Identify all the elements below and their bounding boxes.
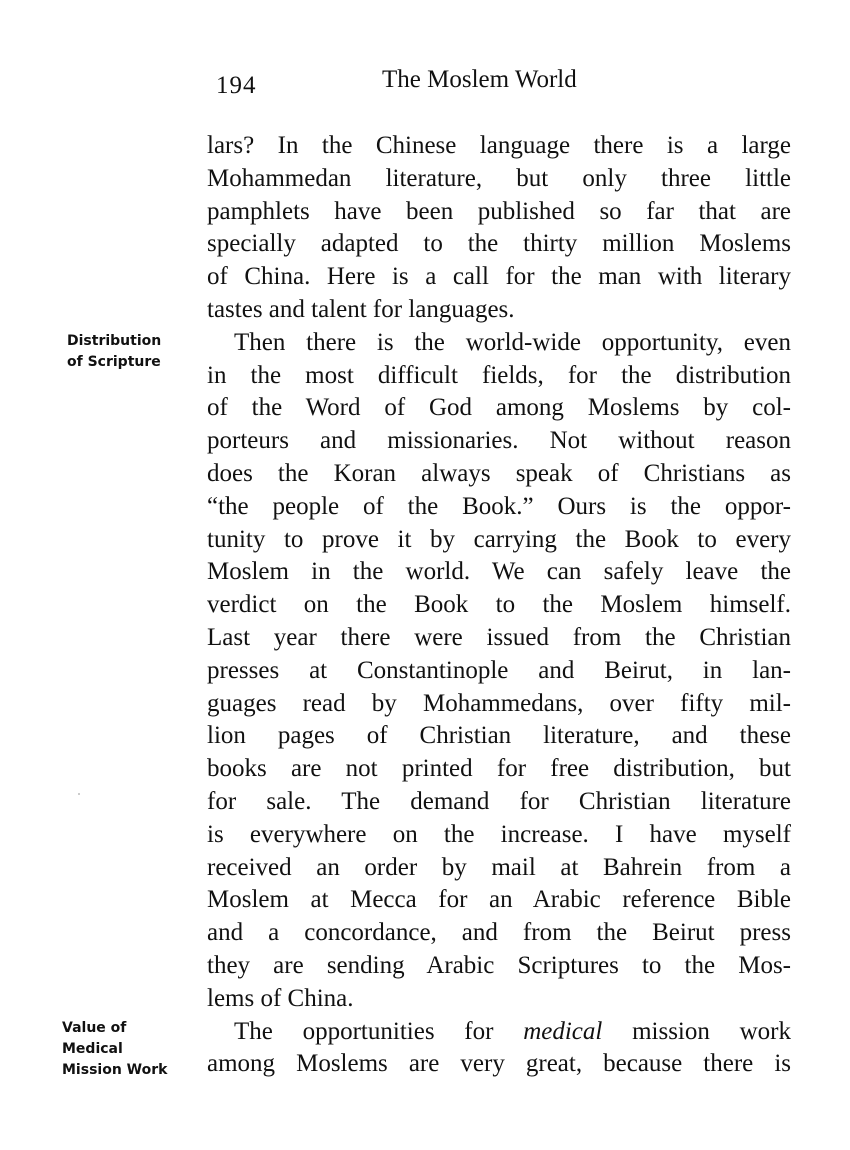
sidenote-line: Mission Work	[62, 1062, 168, 1078]
text-line: tastes and talent for languages.	[207, 295, 515, 323]
text-line: presses at Constantinople and Beirut, in lan-	[207, 656, 791, 684]
text-line: for sale. The demand for Christian literature	[207, 787, 791, 815]
text-line: of China. Here is a call for the man with literary	[207, 263, 791, 291]
text-line: lems of China.	[207, 984, 354, 1012]
emphasis-medical: medical	[523, 1017, 603, 1045]
sidenote-line: Value of	[62, 1020, 127, 1036]
running-head	[210, 66, 630, 102]
text-line: does the Koran always speak of Christians as	[207, 459, 791, 487]
paper-speck	[78, 793, 80, 795]
text-line: lars? In the Chinese language there is a large	[207, 132, 791, 159]
text-line: of the Word of God among Moslems by col-	[207, 394, 791, 422]
text-line: they are sending Arabic Scriptures to the Mos-	[207, 951, 791, 979]
text-line: verdict on the Book to the Moslem himself.	[207, 591, 791, 619]
text-line: lion pages of Christian literature, and these	[207, 722, 791, 750]
sidenote-value-of-medical-mission-work	[62, 1018, 167, 1081]
text-line: Moslem in the world. We can safely leave the	[207, 558, 791, 586]
text-line: specially adapted to the thirty million Moslems	[207, 230, 791, 258]
text-line: Mohammedan literature, but only three little	[207, 164, 791, 192]
page-number: 194	[216, 72, 257, 99]
text-line: among Moslems are very great, because there is	[207, 1050, 791, 1078]
sidenote-line: Distribution	[67, 333, 162, 349]
text-run: The opportunities for	[234, 1017, 524, 1045]
text-line: pamphlets have been published so far that are	[207, 197, 791, 225]
text-line: guages read by Mohammedans, over fifty mil-	[207, 689, 791, 717]
text-line: and a concordance, and from the Beirut press	[207, 919, 791, 947]
text-line: tunity to prove it by carrying the Book to every	[207, 525, 791, 553]
text-line: Moslem at Mecca for an Arabic reference Bible	[207, 886, 791, 914]
text-line: “the people of the Book.” Ours is the oppor-	[207, 492, 791, 520]
text-line: books are not printed for free distribution, but	[207, 755, 791, 783]
text-line: received an order by mail at Bahrein from a	[207, 853, 791, 881]
text-line: porteurs and missionaries. Not without reason	[207, 427, 791, 455]
text-line: in the most difficult fields, for the distribution	[207, 361, 791, 389]
sidenote-distribution-of-scripture	[67, 331, 161, 373]
paragraph-start-line	[207, 1016, 791, 1049]
text-line: is everywhere on the increase. I have myself	[207, 820, 791, 848]
running-title: The Moslem World	[382, 66, 577, 93]
sidenote-line: Medical	[62, 1041, 123, 1057]
paragraph-start-line: Then there is the world-wide opportunity, even	[234, 328, 791, 356]
body-text	[207, 130, 791, 1081]
text-line: Last year there were issued from the Christian	[207, 623, 791, 651]
sidenote-line: of Scripture	[67, 354, 161, 370]
text-run: mission work	[602, 1017, 791, 1045]
